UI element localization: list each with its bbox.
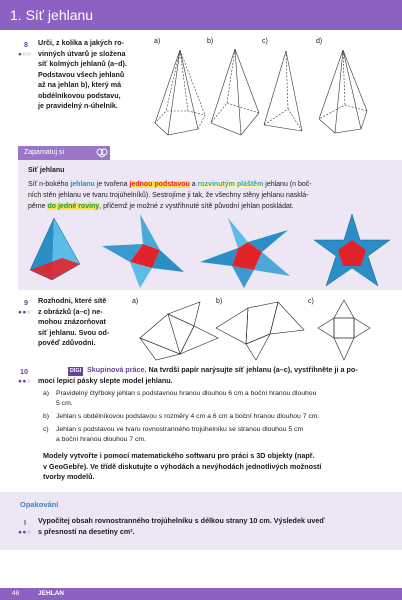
pyramid-d-figure [315,45,375,140]
remember-tab [18,146,110,160]
remember-tab-label: Zapamatuj si [24,149,65,156]
chapter-header [0,0,402,30]
task-8-label-b: b) [207,38,214,45]
task-10-extra: Modely vytvořte i pomocí matematického softwaru pro práci s 3D objekty (např. v GeoGebře). Ve třídě diskutujte o výhodách a nevýhodách jednotlivých možností tvorby modelů. [43,451,322,481]
brain-icon [96,147,108,159]
footer-label: JEHLAN [38,590,65,597]
review-box [0,492,402,550]
pyramid-a-figure [150,45,210,140]
task-10-b-text: Jehlan s obdélníkovou podstavou s rozměry 4 cm a 6 cm a boční hranou dlouhou 7 cm. [56,413,320,420]
task-8-label-d: d) [316,38,323,45]
task-10-number: 10 [20,367,28,376]
task-10-c-letter: c) [43,426,49,433]
unfolding-net-2-figure [198,212,292,288]
footer-bar [0,588,402,600]
unfolding-net-1-figure [100,212,186,288]
pyramid-net-star-figure [308,210,396,290]
task-8-difficulty: ●○○ [18,51,32,58]
review-text: Vypočítej obsah rovnostranného trojúhelníku s délkou strany 10 cm. Výsledek uveď s přesností na desetiny cm². [38,516,325,536]
remember-box [18,160,402,290]
review-difficulty: ●●○ [18,529,32,536]
task-10-b-letter: b) [43,413,50,420]
task-10-c-text: Jehlan s podstavou ve tvaru rovnostranného trojúhelníku se stranou dlouhou 5 cm a boční hranou dlouhou 7 cm. [56,426,304,443]
task-8-label-c: c) [262,38,268,45]
task-10-line1: Skupinová práce. Na tvrdší papír narýsujte síť jehlanu (a–c), vystřihněte ji a po- [87,365,358,374]
pyramid-c-figure [260,45,315,140]
task-10-difficulty: ●●○ [18,378,32,385]
task-10-a-letter: a) [43,390,50,397]
digi-badge[interactable]: DIGI [69,368,82,374]
page-number: 48 [12,590,20,597]
remember-text: Síť n-bokého jehlanu je tvořena jednou podstavou a rozvinutým pláštěm jehlanu (n boč- ních stěn jehlanu ve tvaru trojúhelníků). Sestrojíme ji tak, že všechny stěny jehlanu nasklá- pěme do jedné roviny, přičemž je možné z vystřihnuté sítě původní jehlan poskládat. [28,181,312,210]
task-9-label-c: c) [308,298,314,305]
task-10-line2: mocí lepicí pásky slepte model jehlanu. [38,376,173,385]
task-9-text: Rozhodni, které sítě z obrázků (a–c) ne- mohou znázorňovat síť jehlanu. Svou od- pověď zdůvodni. [38,296,110,347]
pyramid-3d-figure [24,214,86,284]
task-10-a-text: Pravidelný čtyřboký jehlan s podstavnou hranou dlouhou 6 cm a boční hranou dlouhou 5 cm. [56,390,317,407]
remember-title: Síť jehlanu [28,167,65,174]
net-c-figure [316,298,372,364]
task-9-label-a: a) [132,298,139,305]
task-8-number: 8 [24,40,28,49]
pyramid-b-figure [207,45,262,140]
task-9-label-b: b) [216,298,223,305]
review-title: Opakování [20,500,59,509]
task-9-number: 9 [24,298,28,307]
task-8-label-a: a) [154,38,161,45]
review-number: I [24,518,26,527]
task-8-text: Urči, z kolika a jakých ro- vinných útvarů je složena síť kolmých jehlanů (a–d). Podstavou všech jehlanů až na jehlan b), který má obdélníkovou podstavu, je pravidelný n-úhelník. [38,38,127,110]
net-b-figure [212,300,308,362]
task-9-difficulty: ●●○ [18,309,32,316]
net-a-figure [138,298,223,360]
chapter-title: 1. Síť jehlanu [10,7,94,23]
